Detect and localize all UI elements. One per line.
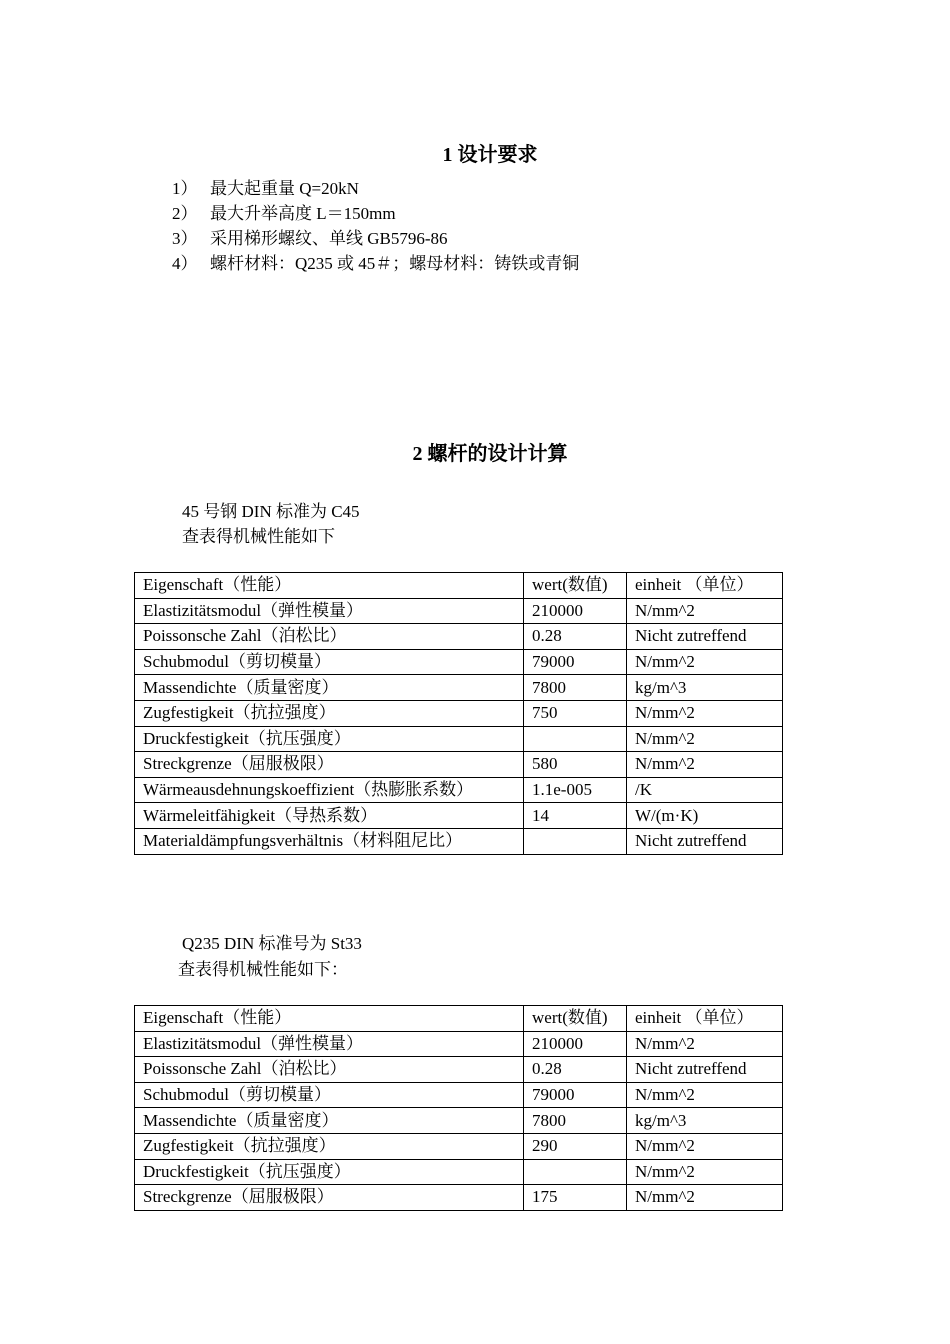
value-cell: 79000: [524, 649, 627, 675]
property-cell: Schubmodul（剪切模量）: [135, 1082, 524, 1108]
st33-standard-text: Q235 DIN 标准号为 St33: [182, 934, 362, 953]
column-header: einheit （单位）: [627, 1006, 783, 1032]
property-cell: Materialdämpfungsverhältnis（材料阻尼比）: [135, 828, 524, 854]
column-header: wert(数值): [524, 573, 627, 599]
st33-properties-table: [134, 1005, 783, 1211]
c45-properties-table: [134, 572, 783, 855]
property-cell: Elastizitätsmodul（弹性模量）: [135, 598, 524, 624]
unit-cell: Nicht zutreffend: [627, 624, 783, 650]
unit-cell: kg/m^3: [627, 675, 783, 701]
st33-lookup-text: 查表得机械性能如下：: [178, 960, 348, 979]
table-row: [135, 624, 783, 650]
section1-heading: 1 设计要求: [442, 144, 538, 166]
list-item-text: 最大起重量 Q=20kN: [210, 179, 359, 198]
value-cell: 79000: [524, 1082, 627, 1108]
list-item: [172, 176, 579, 201]
value-cell: [524, 1159, 627, 1185]
value-cell: 210000: [524, 1031, 627, 1057]
value-cell: [524, 828, 627, 854]
unit-cell: W/(m·K): [627, 803, 783, 829]
property-cell: Wärmeausdehnungskoeffizient（热膨胀系数）: [135, 777, 524, 803]
value-cell: [524, 726, 627, 752]
unit-cell: N/mm^2: [627, 1082, 783, 1108]
property-cell: Poissonsche Zahl（泊松比）: [135, 1057, 524, 1083]
property-cell: Zugfestigkeit（抗拉强度）: [135, 700, 524, 726]
unit-cell: Nicht zutreffend: [627, 1057, 783, 1083]
table-row: [135, 1159, 783, 1185]
value-cell: 290: [524, 1133, 627, 1159]
list-item: [172, 251, 579, 276]
table-row: [135, 777, 783, 803]
table-row: [135, 675, 783, 701]
table-row: [135, 828, 783, 854]
list-item-number: 1）: [172, 179, 198, 198]
unit-cell: N/mm^2: [627, 598, 783, 624]
table-row: [135, 726, 783, 752]
value-cell: 7800: [524, 1108, 627, 1134]
column-header: einheit （单位）: [627, 573, 783, 599]
unit-cell: N/mm^2: [627, 700, 783, 726]
table-row: [135, 1133, 783, 1159]
list-item: [172, 201, 579, 226]
column-header: Eigenschaft（性能）: [135, 573, 524, 599]
value-cell: 210000: [524, 598, 627, 624]
unit-cell: N/mm^2: [627, 726, 783, 752]
property-cell: Zugfestigkeit（抗拉强度）: [135, 1133, 524, 1159]
value-cell: 0.28: [524, 1057, 627, 1083]
property-cell: Elastizitätsmodul（弹性模量）: [135, 1031, 524, 1057]
c45-standard-text: 45 号钢 DIN 标准为 C45: [182, 502, 360, 521]
c45-lookup-text: 查表得机械性能如下: [182, 527, 335, 546]
table-row: [135, 598, 783, 624]
table-row: [135, 1185, 783, 1211]
section2-heading: 2 螺杆的设计计算: [412, 443, 568, 465]
table-row: [135, 1057, 783, 1083]
unit-cell: N/mm^2: [627, 649, 783, 675]
list-item-number: 3）: [172, 229, 198, 248]
unit-cell: kg/m^3: [627, 1108, 783, 1134]
unit-cell: Nicht zutreffend: [627, 828, 783, 854]
value-cell: 7800: [524, 675, 627, 701]
value-cell: 14: [524, 803, 627, 829]
unit-cell: N/mm^2: [627, 1159, 783, 1185]
property-cell: Schubmodul（剪切模量）: [135, 649, 524, 675]
property-cell: Massendichte（质量密度）: [135, 675, 524, 701]
unit-cell: N/mm^2: [627, 1031, 783, 1057]
table-row: [135, 752, 783, 778]
property-cell: Druckfestigkeit（抗压强度）: [135, 1159, 524, 1185]
value-cell: 0.28: [524, 624, 627, 650]
unit-cell: /K: [627, 777, 783, 803]
table-row: [135, 700, 783, 726]
table-row: [135, 1082, 783, 1108]
value-cell: 1.1e-005: [524, 777, 627, 803]
table-row: [135, 649, 783, 675]
value-cell: 580: [524, 752, 627, 778]
table-row: [135, 1108, 783, 1134]
property-cell: Streckgrenze（屈服极限）: [135, 1185, 524, 1211]
property-cell: Wärmeleitfähigkeit（导热系数）: [135, 803, 524, 829]
list-item-text: 最大升举高度 L＝150mm: [210, 204, 396, 223]
list-item-text: 采用梯形螺纹、单线 GB5796-86: [210, 229, 448, 248]
requirements-list: [172, 176, 579, 276]
table-row: [135, 803, 783, 829]
unit-cell: N/mm^2: [627, 1133, 783, 1159]
value-cell: 175: [524, 1185, 627, 1211]
table-header-row: [135, 1006, 783, 1032]
property-cell: Massendichte（质量密度）: [135, 1108, 524, 1134]
list-item-text: 螺杆材料：Q235 或 45＃；螺母材料：铸铁或青铜: [210, 254, 580, 273]
list-item-number: 4）: [172, 254, 198, 273]
unit-cell: N/mm^2: [627, 752, 783, 778]
property-cell: Druckfestigkeit（抗压强度）: [135, 726, 524, 752]
unit-cell: N/mm^2: [627, 1185, 783, 1211]
table-header-row: [135, 573, 783, 599]
column-header: wert(数值): [524, 1006, 627, 1032]
column-header: Eigenschaft（性能）: [135, 1006, 524, 1032]
table-row: [135, 1031, 783, 1057]
list-item: [172, 226, 579, 251]
property-cell: Poissonsche Zahl（泊松比）: [135, 624, 524, 650]
property-cell: Streckgrenze（屈服极限）: [135, 752, 524, 778]
list-item-number: 2）: [172, 204, 198, 223]
value-cell: 750: [524, 700, 627, 726]
